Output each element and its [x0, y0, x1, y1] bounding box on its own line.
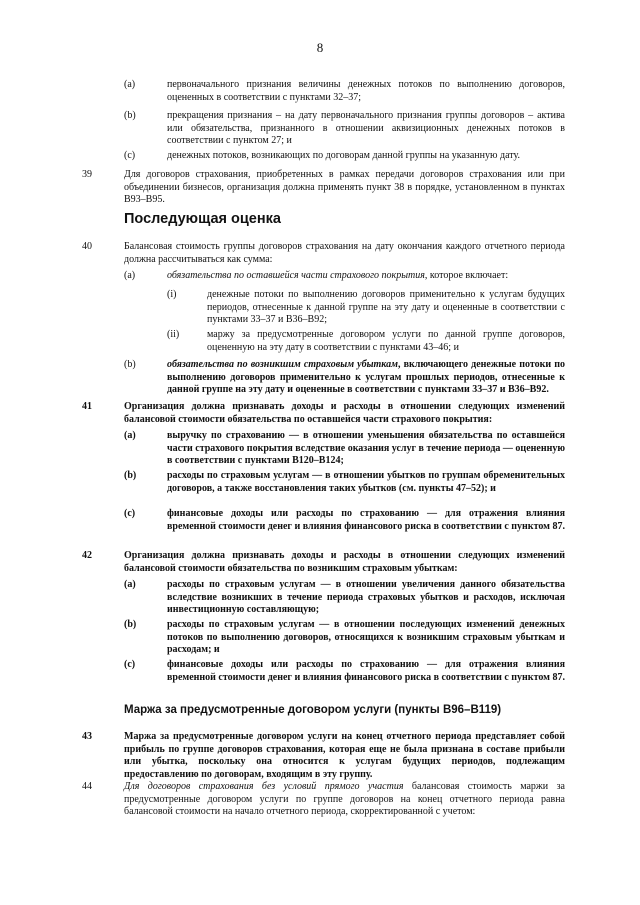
list-item-text: прекращения признания – на дату первоначального признания группы договоров – актива или обязательства, признанного в отношении аквизиционных денежных потоков в соответствии с пунктом 27; и — [167, 110, 565, 146]
paragraph-text: Маржа за предусмотренные договором услуги на конец отчетного периода представляет собой прибыль по группе договоров страхования, которая еще не была признана в составе прибыли или убытка, поскольку она относится к услугам будущих периодов, подлежащим предоставлению по договорам, входящим в эту группу. — [124, 731, 565, 780]
italic-term: обязательства по возникшим страховым убыткам — [167, 359, 398, 370]
paragraph-text: Для договоров страхования, приобретенных в рамках передачи договоров страхования или при объединении бизнесов, организация должна применять пункт 38 в порядке, установленном в пунктах B93–B95. — [124, 169, 565, 205]
list-label: (b) — [124, 110, 136, 121]
list-label: (c) — [124, 508, 136, 519]
list-label: (c) — [124, 659, 136, 670]
list-label: (b) — [124, 619, 137, 630]
list-item-text: денежных потоков, возникающих по договорам данной группы на указанную дату. — [167, 150, 520, 161]
paragraph-number: 42 — [82, 550, 92, 561]
sublist-label: (i) — [167, 289, 177, 300]
sublist-item-text: денежные потоки по выполнению договоров применительно к услугам будущих периодов, отнесенные к данной группе на эту дату и оцененные в соответствии с пунктами 33–37 и B36–B92; — [207, 289, 565, 325]
list-label: (a) — [124, 270, 136, 281]
paragraph-text — [124, 781, 565, 819]
list-item-rest: , которое включает: — [424, 270, 509, 281]
paragraph-number: 39 — [82, 169, 92, 180]
list-item-text: расходы по страховым услугам — в отношении убытков по группам обременительных договоров, а также восстановления таких убытков (см. пункты 47–52); и — [167, 470, 565, 494]
list-item-text: расходы по страховым услугам — в отношении последующих изменений денежных потоков по выполнению договоров, относящихся к возникшим страховым убыткам и расходам; и — [167, 619, 565, 655]
sublist-label: (ii) — [167, 329, 180, 340]
italic-term: Для договоров страхования без условий прямого участия — [124, 781, 404, 792]
paragraph-number: 41 — [82, 401, 92, 412]
list-item-text: выручку по страхованию — в отношении уменьшения обязательства по оставшейся части страхового покрытия вследствие оказания услуг в течение периода — оцененную в соответствии с пунктами B120–B124; — [167, 430, 565, 466]
subsection-heading: Маржа за предусмотренные договором услуги (пункты B96–B119) — [124, 704, 502, 716]
paragraph-number: 43 — [82, 731, 92, 742]
list-item-text — [167, 270, 565, 283]
list-item-text: первоначального признания величины денежных потоков по выполнению договоров, оцененных в соответствии с пунктами 32–37; — [167, 79, 565, 103]
list-label: (a) — [124, 579, 136, 590]
page-number: 8 — [316, 40, 324, 55]
list-item-rest: , включающего денежные потоки по выполнению договоров применительно к услугам прошлых периодов, отнесенные к данной группе на эту дату и оцененные в соответствии с пунктами 33–37 и B36–B92. — [167, 359, 565, 395]
list-label: (a) — [124, 79, 136, 90]
list-label: (c) — [124, 150, 136, 161]
list-label: (b) — [124, 470, 137, 481]
paragraph-text: Организация должна признавать доходы и расходы в отношении следующих изменений балансовой стоимости обязательства по оставшейся части страхового покрытия: — [124, 401, 565, 425]
paragraph-text: Организация должна признавать доходы и расходы в отношении следующих изменений балансовой стоимости обязательства по возникшим страховым убыткам: — [124, 550, 565, 574]
list-item-text: финансовые доходы или расходы по страхованию — для отражения влияния временной стоимости денег и влияния финансового риска в соответствии с пунктом 87. — [167, 508, 565, 532]
list-item-text: финансовые доходы или расходы по страхованию — для отражения влияния временной стоимости денег и влияния финансового риска в соответствии с пунктом 87. — [167, 659, 565, 683]
list-item-text — [167, 359, 565, 397]
list-label: (b) — [124, 359, 136, 370]
sublist-item-text: маржу за предусмотренные договором услуги по данной группе договоров, оцененную на эту дату в соответствии с пунктами 43–46; и — [207, 329, 565, 353]
paragraph-text: Балансовая стоимость группы договоров страхования на дату окончания каждого отчетного периода должна рассчитываться как сумма: — [124, 241, 565, 265]
italic-term: обязательства по оставшейся части страхового покрытия — [167, 270, 425, 281]
list-item-text: расходы по страховым услугам — в отношении увеличения данного обязательства вследствие возникших в течение периода страховых убытков и расходов, исключая инвестиционную составляющую; — [167, 579, 565, 615]
list-label: (a) — [124, 430, 136, 441]
paragraph-rest: балансовая стоимость маржи за предусмотренные договором услуги по группе договоров на конец отчетного периода равна балансовой стоимости на начало отчетного периода, скорректированной с учетом: — [124, 781, 565, 817]
section-heading: Последующая оценка — [124, 211, 281, 227]
paragraph-number: 44 — [82, 781, 92, 792]
paragraph-number: 40 — [82, 241, 92, 252]
